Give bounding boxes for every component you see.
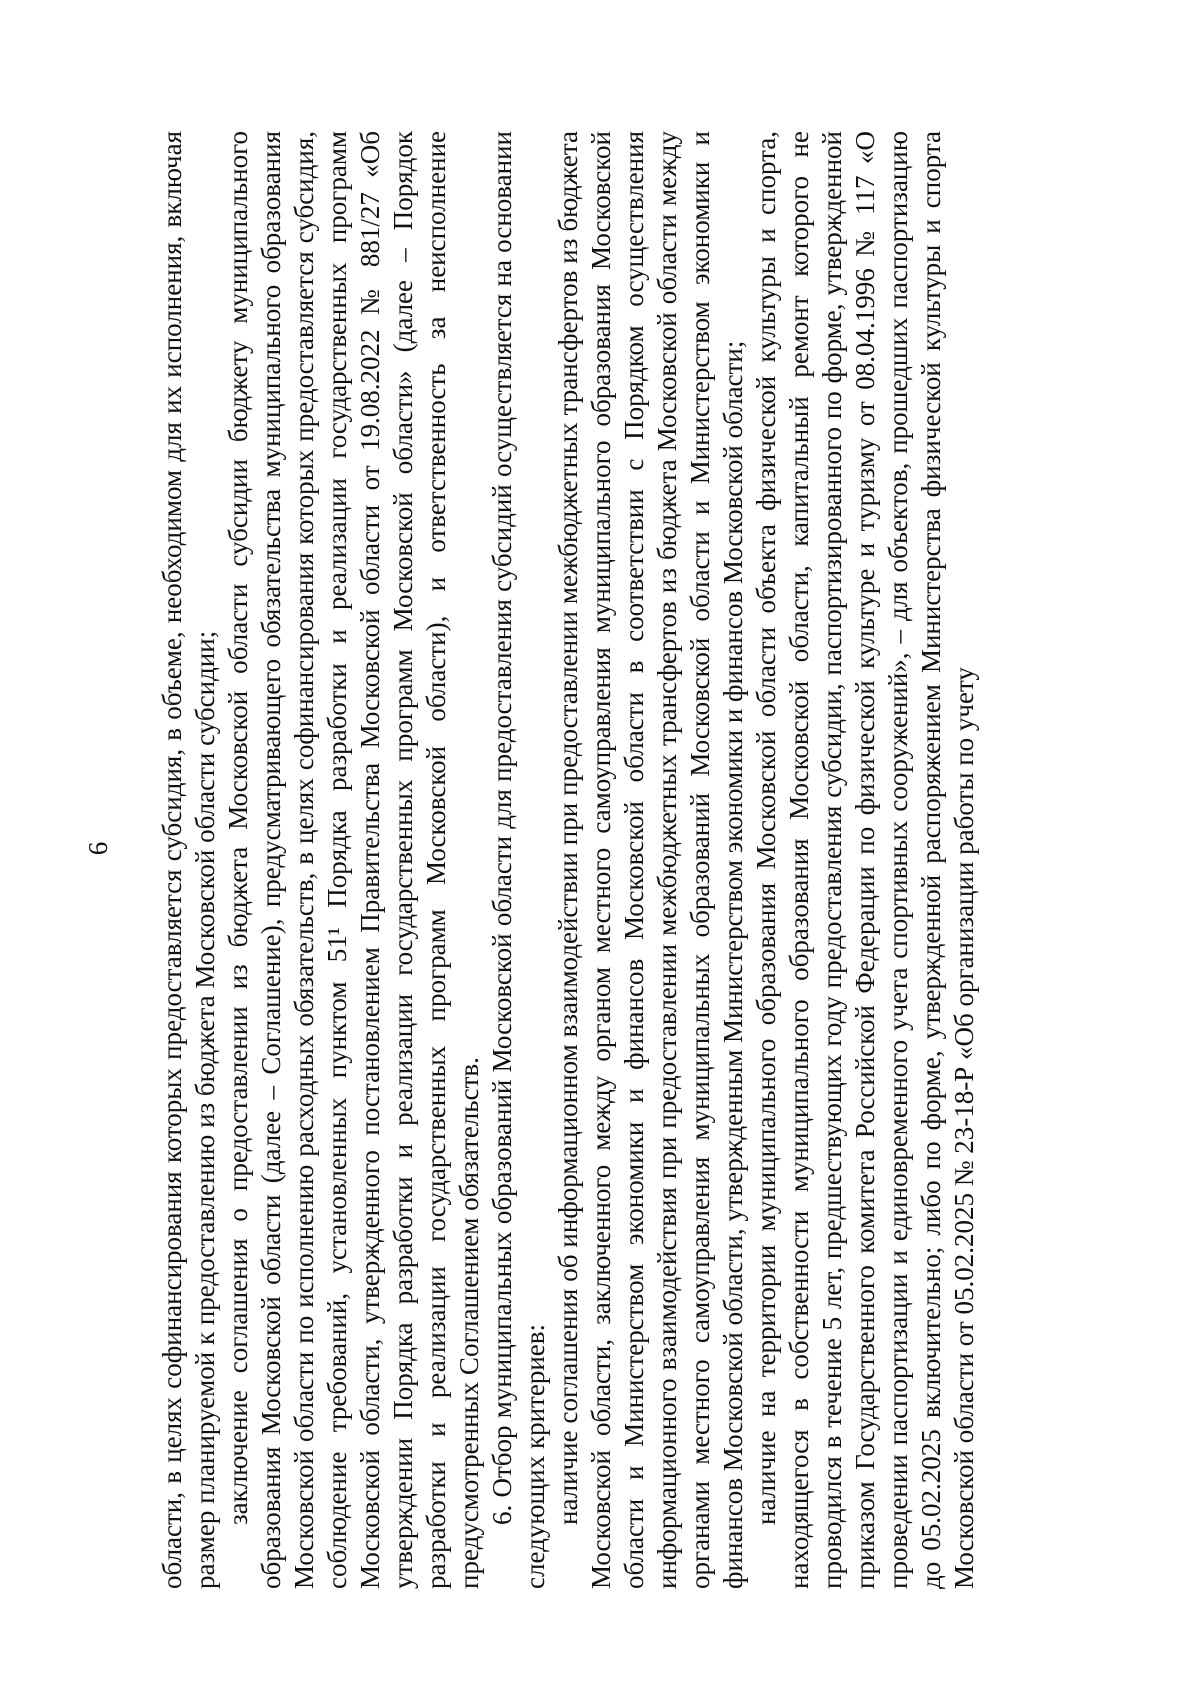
paragraph-agreement-conclusion: заключение соглашения о предоставлении из бюджета Московской области субсидии бюджету муниципального образования Московской области (далее – Соглашение), предусматривающего обязательства муниципального образования Московской области по исполнению расходных обязательств, в целях софинансирования которых предоставляется субсидия, соблюдение требований, установленных пунктом 51¹ Порядка разработки и реализации государственных программ Московской области, утвержденного постановлением Правительства Московской области от 19.08.2022 № 881/27 «Об утверждении Порядка разработки и реализации государственных программ Московской области» (далее – Порядок разработки и реализации государственных программ Московской области), и ответственность за неисполнение предусмотренных Соглашением обязательств. — [223, 131, 484, 1589]
paragraph-sports-facility: наличие на территории муниципального образования Московской области объекта физической культуры и спорта, находящегося в собственности муниципального образования Московской области, капитальный ремонт которого не проводился в течение 5 лет, предшествующих году предоставления субсидии, паспортизированного по форме, утвержденной приказом Государственного комитета Российской Федерации по физической культуре и туризму от 08.04.1996 № 117 «О проведении паспортизации и единовременного учета спортивных сооружений», – для объектов, прошедших паспортизацию до 05.02.2025 включительно; либо по форме, утвержденной распоряжением Министерства физической культуры и спорта Московской области от 05.02.2025 № 23-18-Р «Об организации работы по учету — [751, 131, 979, 1589]
paragraph-selection-criteria: 6. Отбор муниципальных образований Московской области для предоставления субсидий осуществляется на основании следующих критериев: — [487, 131, 550, 1589]
paragraph-budget-limits: области, в целях софинансирования которых предоставляется субсидия, в объеме, необходимом для их исполнения, включая размер планируемой к предоставлению из бюджета Московской области субсидии; — [157, 131, 220, 1589]
page-number: 6 — [83, 841, 113, 856]
document-body — [156, 131, 981, 1589]
paragraph-information-agreement: наличие соглашения об информационном взаимодействии при предоставлении межбюджетных трансфертов из бюджета Московской области, заключенного между органом местного самоуправления муниципального образования Московской области и Министерством экономики и финансов Московской области в соответствии с Порядком осуществления информационного взаимодействия при предоставлении межбюджетных трансфертов из бюджета Московской области между органами местного самоуправления муниципальных образований Московской области и Министерством экономики и финансов Московской области, утвержденным Министерством экономики и финансов Московской области; — [553, 131, 748, 1589]
